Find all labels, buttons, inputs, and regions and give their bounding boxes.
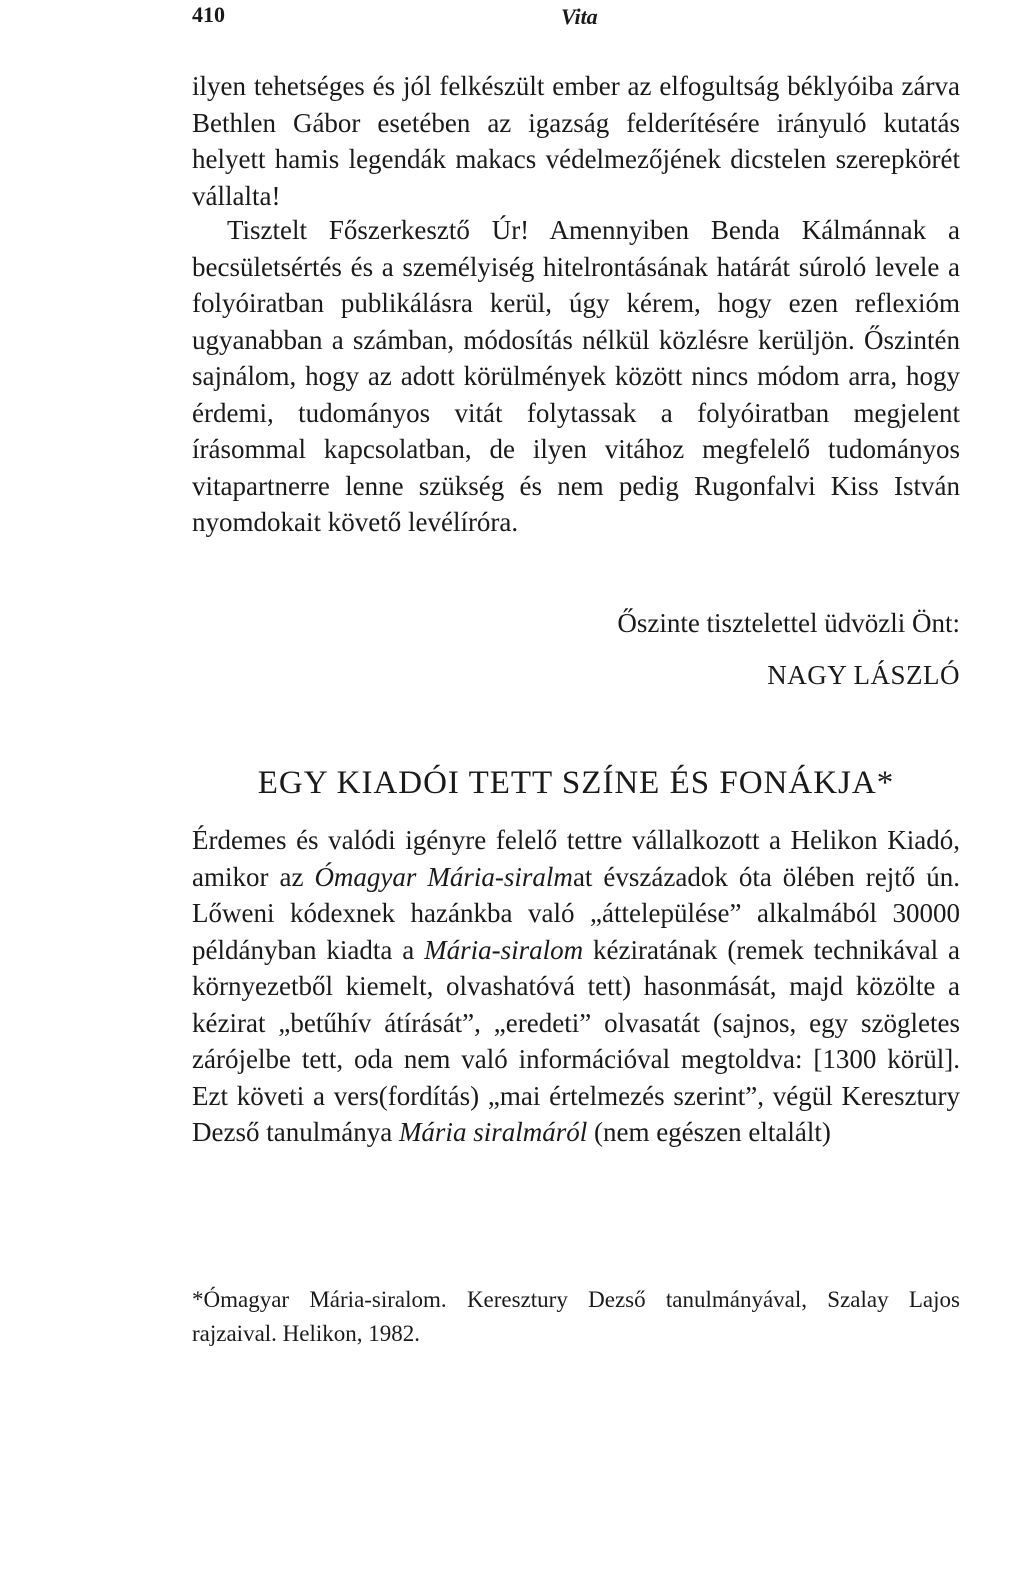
letter-paragraph-1: ilyen tehetséges és jól felkészült ember az elfogultság béklyóiba zárva Bethlen Gábor esetében az igazság felderítésére irányuló kutatás helyett hamis legendák makacs védelmezőjének dicstelen szerepkörét vállalta! (192, 71, 960, 211)
letter-closing: Őszinte tisztelettel üdvözli Önt: (617, 608, 960, 638)
page-number: 410 (192, 2, 225, 27)
letter-author: NAGY LÁSZLÓ (767, 660, 960, 690)
article-segment: (nem egészen eltalált) (587, 1117, 831, 1147)
article-title: EGY KIADÓI TETT SZÍNE ÉS FONÁKJA* (257, 765, 895, 801)
article-segment-italic: Ómagyar Mária-siralm (314, 861, 573, 892)
footnote: *Ómagyar Mária-siralom. Keresztury Dezső tanulmányával, Szalay Lajos rajzaival. Helikon, 1982. (192, 1287, 960, 1346)
article-body (192, 822, 960, 1151)
article-segment: kéziratának (remek technikával a környezetből kiemelt, olvashatóvá tett) hasonmását, majd közölte a kézirat „betűhív átírását”, „eredeti” olvasatát (sajnos, egy szögletes zárójelbe tett, oda nem való információval megtoldva: [1300 körül]. Ezt követi a vers(fordítás) „mai értelmezés szerint”, végül Keresztury Dezső tanulmánya (192, 934, 960, 1147)
article-segment: at évszázadok óta ölében rejtő ún. Lőweni kódexnek hazánkba való „áttelepülése” alkalmából 30000 példányban kiadta a (192, 861, 960, 965)
article-segment-italic: Mária-siralom (424, 934, 584, 965)
letter-paragraph-2: Tisztelt Főszerkesztő Úr! Amennyiben Benda Kálmánnak a becsületsértés és a személyiség hitelrontásának határát súroló levele a folyóiratban publikálásra kerül, úgy kérem, hogy ezen reflexióm ugyanabban a számban, módosítás nélkül közlésre kerüljön. Őszintén sajnálom, hogy az adott körülmények között nincs módom arra, hogy érdemi, tudományos vitát folytassak a folyóiratban megjelent írásommal kapcsolatban, de ilyen vitához megfelelő tudományos vitapartnerre lenne szükség és nem pedig Rugonfalvi Kiss István nyomdokait követő levélíróra. (192, 215, 960, 537)
running-title: Vita (561, 4, 598, 29)
article-segment: Érdemes és valódi igényre felelő tettre vállalkozott a Helikon Kiadó, amikor az (192, 825, 960, 892)
article-segment-italic: Mária siralmáról (398, 1117, 588, 1147)
